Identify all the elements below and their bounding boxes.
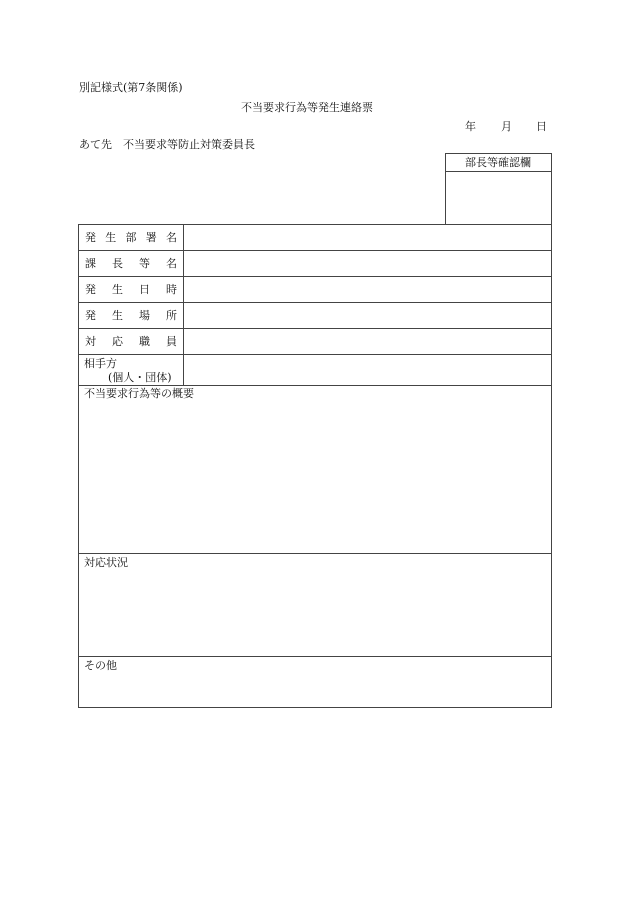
approval-divider (445, 171, 552, 172)
row-label-staff (85, 335, 177, 348)
row-divider (78, 250, 552, 251)
approval-field[interactable] (450, 180, 546, 218)
summary-field[interactable] (84, 404, 546, 548)
label-char: 部 (125, 231, 137, 244)
form-title: 不当要求行為等発生連絡票 (241, 101, 373, 114)
row-divider (78, 385, 552, 386)
date-year-label: 年 (465, 120, 476, 133)
date-day-label: 日 (536, 120, 547, 133)
label-char: 員 (166, 335, 177, 348)
label-char: 発 (85, 231, 96, 244)
staff-field[interactable] (188, 332, 548, 350)
row-label-datetime (85, 283, 177, 296)
date-month-label: 月 (501, 120, 512, 133)
row-label-location (85, 309, 177, 322)
label-char: 場 (139, 309, 150, 322)
party-field[interactable] (188, 359, 548, 381)
label-char: 時 (166, 283, 177, 296)
section-divider (78, 656, 552, 657)
label-char: 等 (139, 257, 150, 270)
label-char: 署 (145, 231, 157, 244)
datetime-field[interactable] (188, 280, 548, 298)
label-char: 生 (105, 231, 117, 244)
label-char: 名 (166, 231, 177, 244)
label-char: 課 (85, 257, 96, 270)
location-field[interactable] (188, 306, 548, 324)
manager-field[interactable] (188, 254, 548, 272)
response-label: 対応状況 (84, 556, 128, 569)
other-field[interactable] (84, 676, 546, 703)
label-char: 発 (85, 283, 96, 296)
row-divider (78, 354, 552, 355)
label-char: 日 (139, 283, 150, 296)
approval-label: 部長等確認欄 (465, 156, 531, 169)
party-label-line2: (個人・団体) (108, 371, 172, 384)
label-char: 職 (139, 335, 150, 348)
addressee: あて先 不当要求等防止対策委員長 (79, 138, 255, 151)
label-char: 名 (166, 257, 177, 270)
label-char: 所 (166, 309, 177, 322)
row-divider (78, 302, 552, 303)
row-label-department (85, 231, 177, 244)
label-char: 生 (112, 283, 123, 296)
other-label: その他 (84, 659, 117, 672)
response-field[interactable] (84, 573, 546, 651)
label-column-divider (183, 224, 184, 385)
label-char: 発 (85, 309, 96, 322)
row-divider (78, 276, 552, 277)
label-char: 長 (112, 257, 123, 270)
department-field[interactable] (188, 228, 548, 246)
row-label-manager (85, 257, 177, 270)
summary-label: 不当要求行為等の概要 (84, 387, 194, 400)
label-char: 生 (112, 309, 123, 322)
row-divider (78, 328, 552, 329)
label-char: 応 (112, 335, 123, 348)
label-char: 対 (85, 335, 96, 348)
form-reference: 別記様式(第7条関係) (79, 81, 183, 94)
section-divider (78, 553, 552, 554)
party-label-line1: 相手方 (84, 357, 117, 370)
